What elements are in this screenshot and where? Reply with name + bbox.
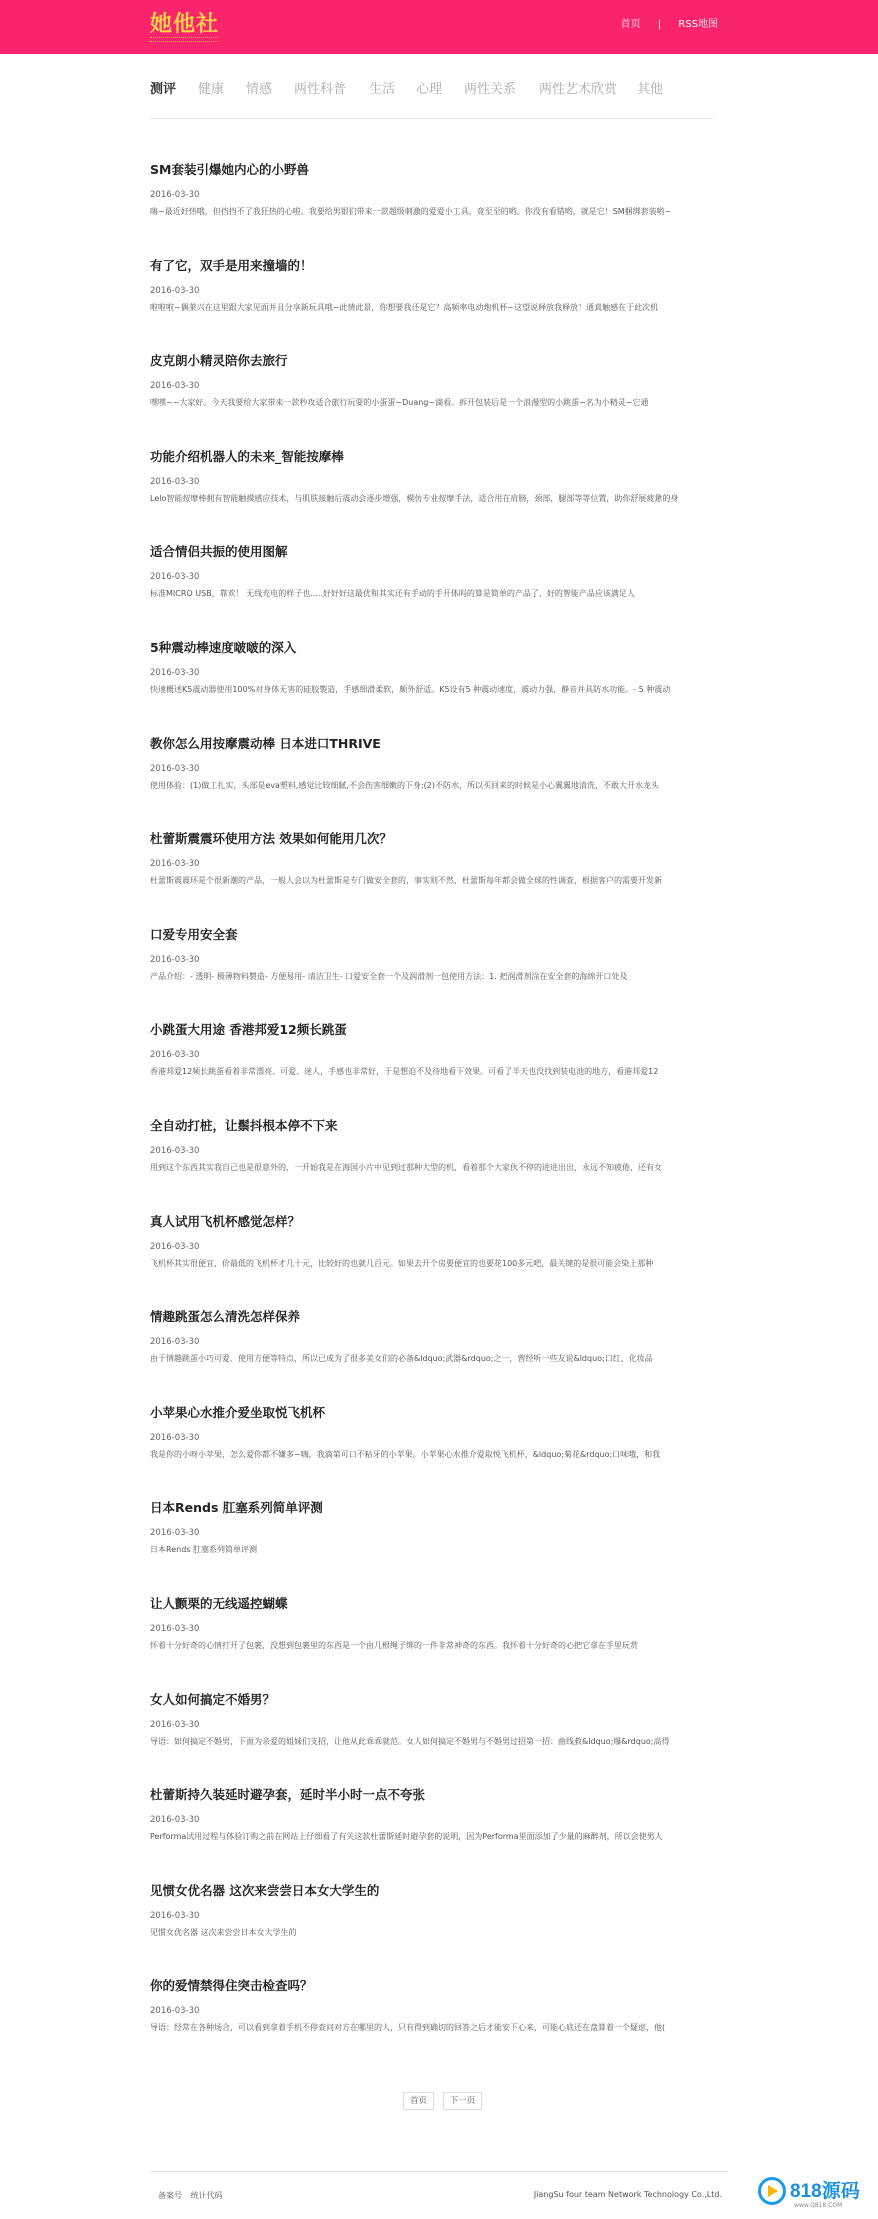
article-item bbox=[150, 831, 713, 885]
article-summary: 啦啦啦~偶莱兴在这里跟大家见面并且分享新玩具哦~此情此景，你想要我还是它？高频率电动炮机杯~这望说释放我释放！通真触感在于此次机 bbox=[150, 303, 659, 312]
next-page-button[interactable]: 下一页 bbox=[443, 2092, 483, 2110]
category-tab[interactable]: 心理 bbox=[416, 82, 443, 97]
category-tab[interactable]: 生活 bbox=[369, 82, 396, 97]
pagination bbox=[403, 2092, 488, 2110]
watermark-logo bbox=[758, 2172, 876, 2216]
category-tab[interactable]: 两性科普 bbox=[294, 82, 347, 97]
article-summary: 快速概述K5震动器使用100%对身体无害的硅胶製造，手感细滑柔软，颇外舒适。K5设有5 种震动速度，震动力强，静音并具防水功能。- 5 种震动 bbox=[150, 685, 671, 694]
article-summary: 日本Rends 肛塞系列简单评测 bbox=[150, 1545, 257, 1554]
article-date: 2016-03-30 bbox=[150, 477, 200, 487]
article-title[interactable]: 小苹果心水推介爱坐取悦飞机杯 bbox=[150, 1405, 326, 1420]
footer-links bbox=[158, 2190, 229, 2201]
site-header bbox=[0, 0, 878, 54]
article-date: 2016-03-30 bbox=[150, 1242, 200, 1252]
icp-link[interactable]: 备案号 bbox=[158, 2191, 182, 2200]
category-tab[interactable]: 其他 bbox=[637, 82, 664, 97]
article-item bbox=[150, 544, 713, 598]
article-item bbox=[150, 1500, 713, 1554]
article-date: 2016-03-30 bbox=[150, 955, 200, 965]
article-title[interactable]: 杜蕾斯持久装延时避孕套，延时半小时一点不夸张 bbox=[150, 1787, 426, 1802]
article-title[interactable]: 功能介绍机器人的未来_智能按摩棒 bbox=[150, 449, 344, 464]
article-title[interactable]: 适合情侣共振的使用图解 bbox=[150, 544, 288, 559]
article-summary: 我是你的小呀小苹果，怎么爱你都不嫌多~嗨，我滴第可口不粘牙的小苹果。小苹果心水推介爱取悦飞机杯，&ldquo;菊花&rdquo;口味哦，和我 bbox=[150, 1450, 661, 1459]
category-tab[interactable]: 两性艺术欣赏 bbox=[539, 82, 618, 97]
article-item bbox=[150, 162, 713, 216]
article-title[interactable]: 小跳蛋大用途 香港邦爱12频长跳蛋 bbox=[150, 1022, 347, 1037]
article-date: 2016-03-30 bbox=[150, 1624, 200, 1634]
article-summary: 导语：经常在各种场合，可以看到拿着手机不停查问对方在哪里的人，只有得到确切的回答之后才能安下心来，可能心底还在盘算着一个疑虑，他( bbox=[150, 2023, 666, 2032]
watermark-brand: 818源码 bbox=[790, 2181, 860, 2202]
article-item bbox=[150, 1883, 713, 1937]
article-date: 2016-03-30 bbox=[150, 1815, 200, 1825]
nav-rss-link[interactable]: RSS地图 bbox=[678, 19, 718, 30]
category-nav bbox=[150, 74, 713, 119]
article-summary: 嗨~最近好热哦，但挡挡不了我狂热的心啦。我要给男银们带来一款超级刺激的爱爱小工具，竟至至的哟。你没有看错哟，就是它！SM捆绑套装哟~ bbox=[150, 207, 672, 216]
article-date: 2016-03-30 bbox=[150, 668, 200, 678]
article-summary: Performa试用过程与体验订购之前在网站上仔细看了有关这款杜蕾斯延时避孕套的说明，因为Performa里面添加了少量的麻醉剂，所以会使男人 bbox=[150, 1832, 663, 1841]
article-item bbox=[150, 1787, 713, 1841]
article-title[interactable]: 杜蕾斯震震环使用方法 效果如何能用几次？ bbox=[150, 831, 392, 846]
first-page-button[interactable]: 首页 bbox=[403, 2092, 434, 2110]
article-date: 2016-03-30 bbox=[150, 190, 200, 200]
article-title[interactable]: 皮克朗小精灵陪你去旅行 bbox=[150, 353, 288, 368]
article-title[interactable]: 5种震动棒速度啵啵的深入 bbox=[150, 640, 297, 655]
nav-separator: | bbox=[657, 19, 662, 30]
watermark-url: www.Q818.COM bbox=[794, 2202, 843, 2209]
article-date: 2016-03-30 bbox=[150, 572, 200, 582]
article-item bbox=[150, 1118, 713, 1172]
article-item bbox=[150, 927, 713, 981]
article-date: 2016-03-30 bbox=[150, 1720, 200, 1730]
article-item bbox=[150, 1022, 713, 1076]
article-date: 2016-03-30 bbox=[150, 764, 200, 774]
logo-underline bbox=[150, 37, 218, 42]
article-title[interactable]: 见惯女优名器 这次来尝尝日本女大学生的 bbox=[150, 1883, 380, 1898]
category-tab[interactable]: 测评 bbox=[150, 82, 177, 97]
article-title[interactable]: 教你怎么用按摩震动棒 日本进口THRIVE bbox=[150, 736, 381, 751]
article-item bbox=[150, 1596, 713, 1650]
category-tab[interactable]: 健康 bbox=[198, 82, 225, 97]
article-date: 2016-03-30 bbox=[150, 381, 200, 391]
article-summary: 标准MICRO USB，靠欢！ 无线充电的样子也.....好好好这最优和其实还有手动的手开体吗的算是简单的产品了，好的智能产品应该满足人 bbox=[150, 589, 635, 598]
nav-home-link[interactable]: 首页 bbox=[620, 19, 641, 30]
article-summary: Lelo智能按摩棒拥有智能触摸感应技术，与肌肤接触后震动会逐步增强，模仿专业按摩手法，适合用在肩膀，颈部，腿部等等位置，助你舒展疲惫的身 bbox=[150, 494, 679, 503]
stats-link[interactable]: 统计代码 bbox=[190, 2191, 223, 2200]
article-item bbox=[150, 736, 713, 790]
article-summary: 使用体验：(1)做工扎实，头部是eva塑料,感觉比较细腻,不会伤害细嫩的下身;(2)不防水，所以买回来的时候是小心翼翼地清洗，不敢大开水龙头 bbox=[150, 781, 659, 790]
article-title[interactable]: 情趣跳蛋怎么清洗怎样保养 bbox=[150, 1309, 301, 1324]
article-summary: 见惯女优名器 这次来尝尝日本女大学生的 bbox=[150, 1928, 297, 1937]
article-title[interactable]: 有了它，双手是用来撞墙的！ bbox=[150, 258, 313, 273]
article-date: 2016-03-30 bbox=[150, 1433, 200, 1443]
article-date: 2016-03-30 bbox=[150, 286, 200, 296]
article-summary: 怀着十分好奇的心情打开了包裹，没想到包裹里的东西是一个由几根绳子绑的一件非常神奇的东西。我怀着十分好奇的心把它拿在手里玩赏 bbox=[150, 1641, 638, 1650]
article-date: 2016-03-30 bbox=[150, 859, 200, 869]
article-title[interactable]: 让人颤栗的无线遥控蝴蝶 bbox=[150, 1596, 288, 1611]
footer-divider bbox=[150, 2171, 728, 2172]
article-title[interactable]: 女人如何搞定不婚男？ bbox=[150, 1692, 276, 1707]
site-logo[interactable]: 她他社 bbox=[150, 11, 220, 37]
category-tab[interactable]: 两性关系 bbox=[464, 82, 517, 97]
article-summary: 杜蕾斯震震环是个很新潮的产品，一般人会以为杜蕾斯是专门做安全套的，事实则不然，杜蕾斯每年都会做全球的性调查，根据客户的需要开发新 bbox=[150, 876, 662, 885]
article-item bbox=[150, 1692, 713, 1746]
article-summary: 嘿嘿~~大家好。今天我要给大家带来一款秒攻适合旅行玩耍的小蛋蛋~Duang~滴看。拆开包装后是一个浪漫型的小跳蛋~名为小精灵~它通 bbox=[150, 398, 649, 407]
article-title[interactable]: 全自动打桩，让鬃抖根本停不下来 bbox=[150, 1118, 338, 1133]
article-title[interactable]: 口爱专用安全套 bbox=[150, 927, 238, 942]
article-item bbox=[150, 1214, 713, 1268]
article-summary: 香港邦爱12频长跳蛋看着非常漂亮、可爱、迷人，手感也非常好，于是想迫不及待地看下效果。可看了半天也没找到装电池的地方，看港邦爱12 bbox=[150, 1067, 659, 1076]
article-title[interactable]: 日本Rends 肛塞系列简单评测 bbox=[150, 1500, 323, 1515]
article-title[interactable]: 真人试用飞机杯感觉怎样？ bbox=[150, 1214, 301, 1229]
article-summary: 飞机杯其实很便宜，价最低的飞机杯才几十元，比较好的也就几百元。如果去开个房要便宜的也要花100多元吧，最关键的是很可能会染上那种 bbox=[150, 1259, 654, 1268]
article-item bbox=[150, 1309, 713, 1363]
article-summary: 由于情趣跳蛋小巧可爱、使用方便等特点，所以已成为了很多美女们的必备&ldquo;武器&rdquo;之一，曾经听一些友说&ldquo;口红、化妆品 bbox=[150, 1354, 653, 1363]
article-item bbox=[150, 258, 713, 312]
article-summary: 用到这个东西其实我自己也是很意外的，一开始我是在海国小片中见到过那种大型的机，看着那个大家伙不停的进进出出，永远不知疲倦，还有女 bbox=[150, 1163, 662, 1172]
article-summary: 导语：如何搞定不婚男，下面为亲爱的姐妹们支招，让他从此乖乖就范。女人如何搞定不婚男与不婚男过招第一招：曲线救&ldquo;爆&rdquo;高得 bbox=[150, 1737, 670, 1746]
top-nav bbox=[621, 15, 718, 30]
article-date: 2016-03-30 bbox=[150, 1050, 200, 1060]
article-item bbox=[150, 1978, 713, 2032]
article-title[interactable]: SM套装引爆她内心的小野兽 bbox=[150, 162, 309, 177]
article-item bbox=[150, 449, 713, 503]
article-date: 2016-03-30 bbox=[150, 2006, 200, 2016]
article-item bbox=[150, 353, 713, 407]
article-item bbox=[150, 640, 713, 694]
article-date: 2016-03-30 bbox=[150, 1146, 200, 1156]
article-date: 2016-03-30 bbox=[150, 1528, 200, 1538]
footer-copyright: JiangSu four team Network Technology Co.,Ltd. bbox=[533, 2190, 722, 2199]
article-date: 2016-03-30 bbox=[150, 1337, 200, 1347]
article-date: 2016-03-30 bbox=[150, 1911, 200, 1921]
article-summary: 产品介绍：- 透明- 极薄物料製造- 方便易用- 清洁卫生- 口爱安全套一个及润滑剂一包使用方法：1. 把润滑剂涂在安全套的海绵开口处及 bbox=[150, 972, 628, 981]
category-tab[interactable]: 情感 bbox=[246, 82, 273, 97]
article-title[interactable]: 你的爱情禁得住突击检查吗？ bbox=[150, 1978, 313, 1993]
article-item bbox=[150, 1405, 713, 1459]
play-triangle-icon bbox=[768, 2185, 778, 2197]
